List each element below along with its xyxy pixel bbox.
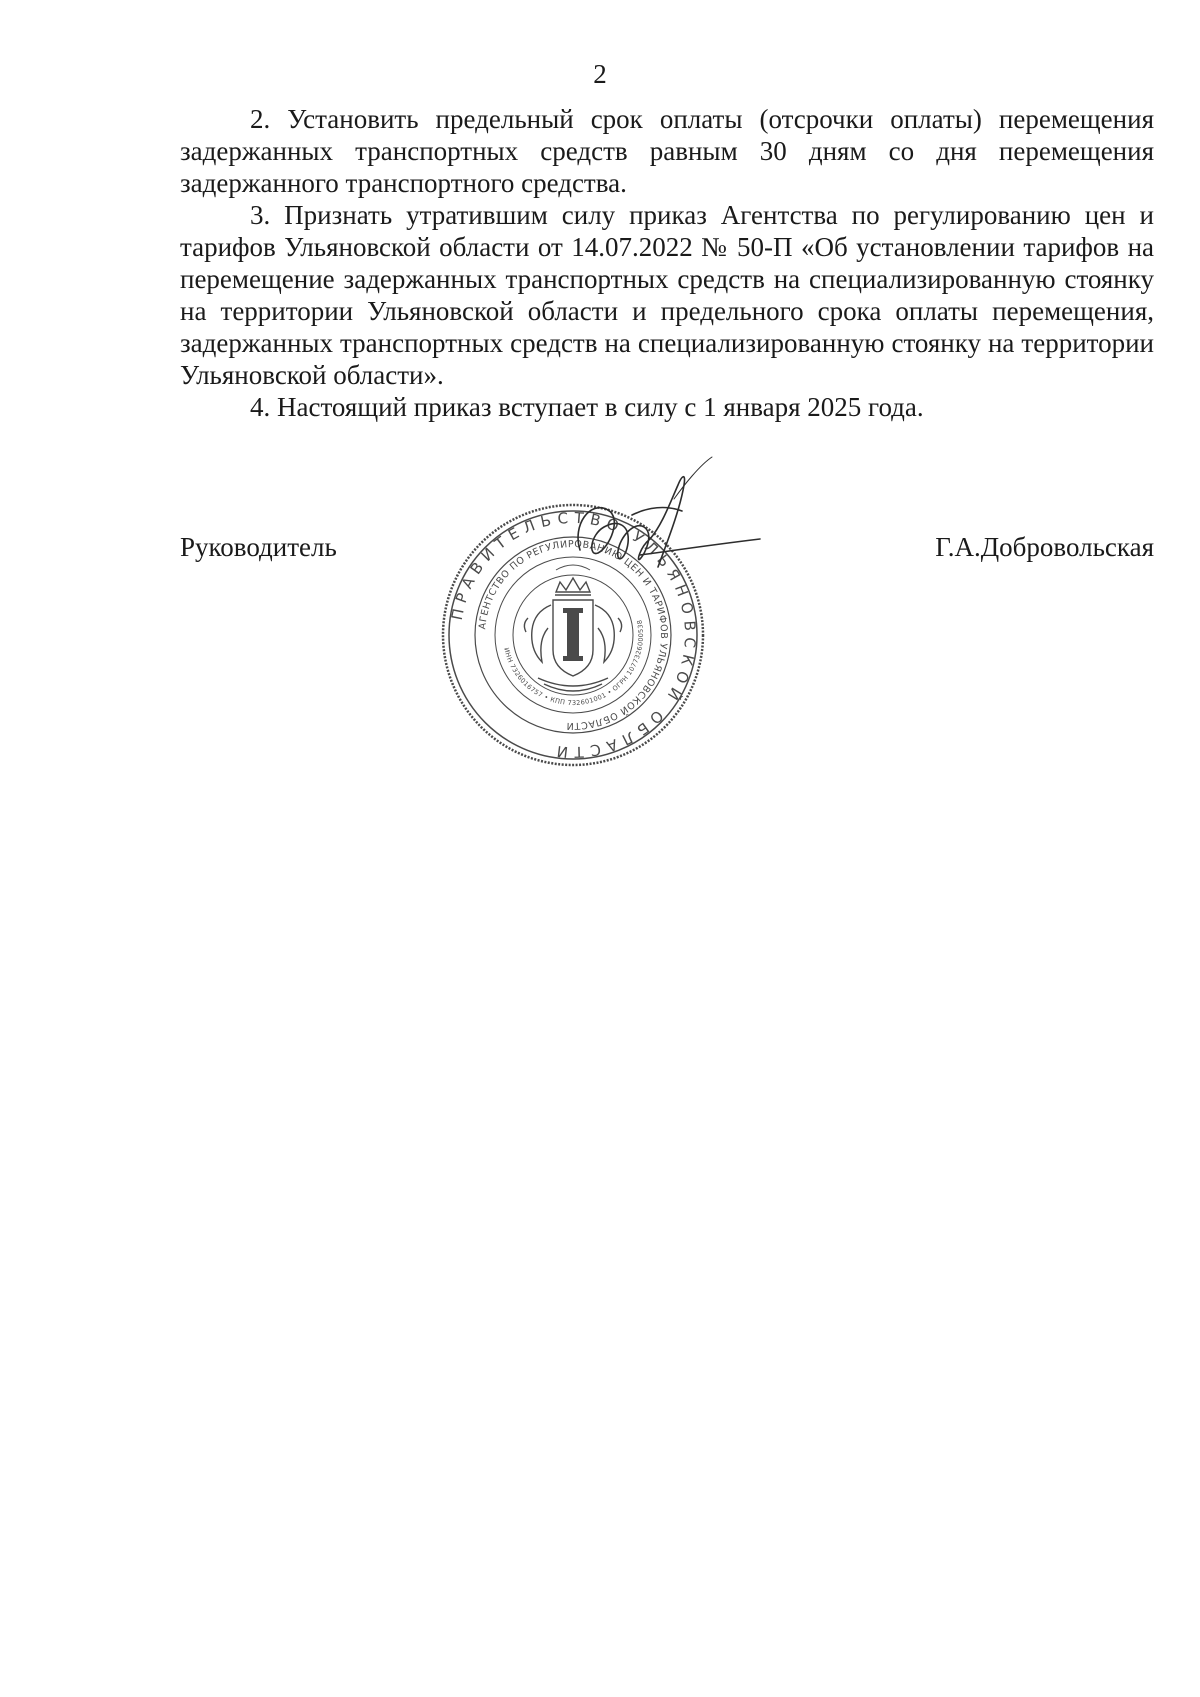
page-number: 2 xyxy=(593,59,607,89)
paragraph-3: 3. Признать утратившим силу приказ Агентства по регулированию цен и тарифов Ульяновской области от 14.07.2022 № 50-П «Об установлении тарифов на перемещение задержанных транспортных средств на специализированную стоянку на территории Ульяновской области и предельного срока оплаты перемещения, задержанных транспортных средств на специализированную стоянку на территории Ульяновской области». xyxy=(180,200,1154,390)
handwritten-signature xyxy=(570,455,770,595)
stamp-ids-text: ИНН 7326016757 • КПП 732601001 • ОГРН 1077326000538 xyxy=(502,618,646,708)
signatory-title: Руководитель xyxy=(180,532,337,562)
paragraph-4: 4. Настоящий приказ вступает в силу с 1 января 2025 года. xyxy=(250,392,924,422)
paragraph-2: 2. Установить предельный срок оплаты (отсрочки оплаты) перемещения задержанных транспортных средств равным 30 дням со дня перемещения задержанного транспортного средства. xyxy=(180,104,1154,198)
document-body xyxy=(180,103,1154,423)
stamp-outer-text: ПРАВИТЕЛЬСТВО УЛЬЯНОВСКОЙ ОБЛАСТИ xyxy=(447,508,700,762)
signatory-name: Г.А.Добровольская xyxy=(935,532,1154,562)
stamp-inner-text: АГЕНТСТВО ПО РЕГУЛИРОВАНИЮ ЦЕН И ТАРИФОВ УЛЬЯНОВСКОЙ ОБЛАСТИ xyxy=(477,538,670,732)
